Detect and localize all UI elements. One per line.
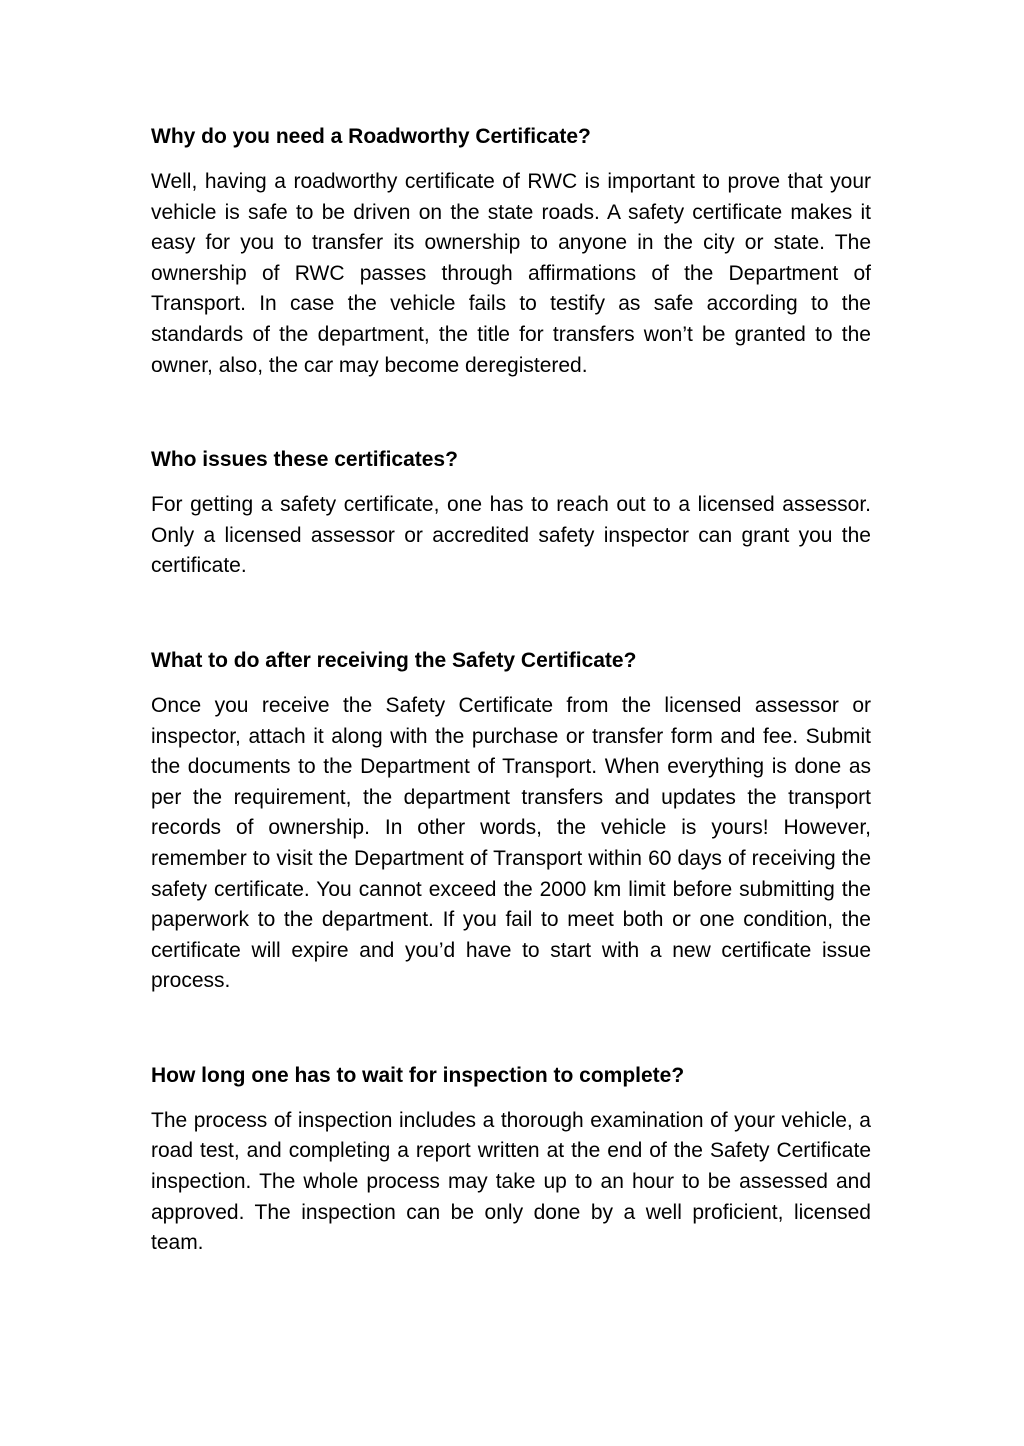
section-who-issues [151,444,871,582]
section-heading: How long one has to wait for inspection to complete? [151,1063,685,1087]
section-body: For getting a safety certificate, one has to reach out to a licensed assessor. Only a licensed assessor or accredited safety inspector can grant you the certificate. [151,493,871,578]
section-heading: Why do you need a Roadworthy Certificate? [151,125,591,148]
section-body: Once you receive the Safety Certificate from the licensed assessor or inspector, attach it along with the purchase or transfer form and fee. Submit the documents to the Department of Transport. When everything is done as per the requirement, the department transfers and updates the transport records of ownership. In other words, the vehicle is yours! However, remember to visit the Department of Transport within 60 days of receiving the safety certificate. You cannot exceed the 2000 km limit before submitting the paperwork to the department. If you fail to meet both or one condition, the certificate will expire and you’d have to start with a new certificate issue process. [151,693,871,993]
section-why-need-rwc [151,121,871,381]
section-after-receiving [151,645,871,997]
document-content [151,121,871,1259]
section-heading: Who issues these certificates? [151,448,458,472]
section-inspection-duration [151,1060,871,1259]
section-body: The process of inspection includes a thorough examination of your vehicle, a road test, and completing a report written at the end of the Safety Certificate inspection. The whole process may take up to an hour to be assessed and approved. The inspection can be only done by a well proficient, licensed team. [151,1108,871,1255]
section-body: Well, having a roadworthy certificate of RWC is important to prove that your vehicle is safe to be driven on the state roads. A safety certificate makes it easy for you to transfer its ownership to anyone in the city or state. The ownership of RWC passes through affirmations of the Department of Transport. In case the vehicle fails to testify as safe according to the standards of the department, the title for transfers won’t be granted to the owner, also, the car may become deregistered. [151,170,871,377]
section-heading: What to do after receiving the Safety Certificate? [151,648,637,672]
